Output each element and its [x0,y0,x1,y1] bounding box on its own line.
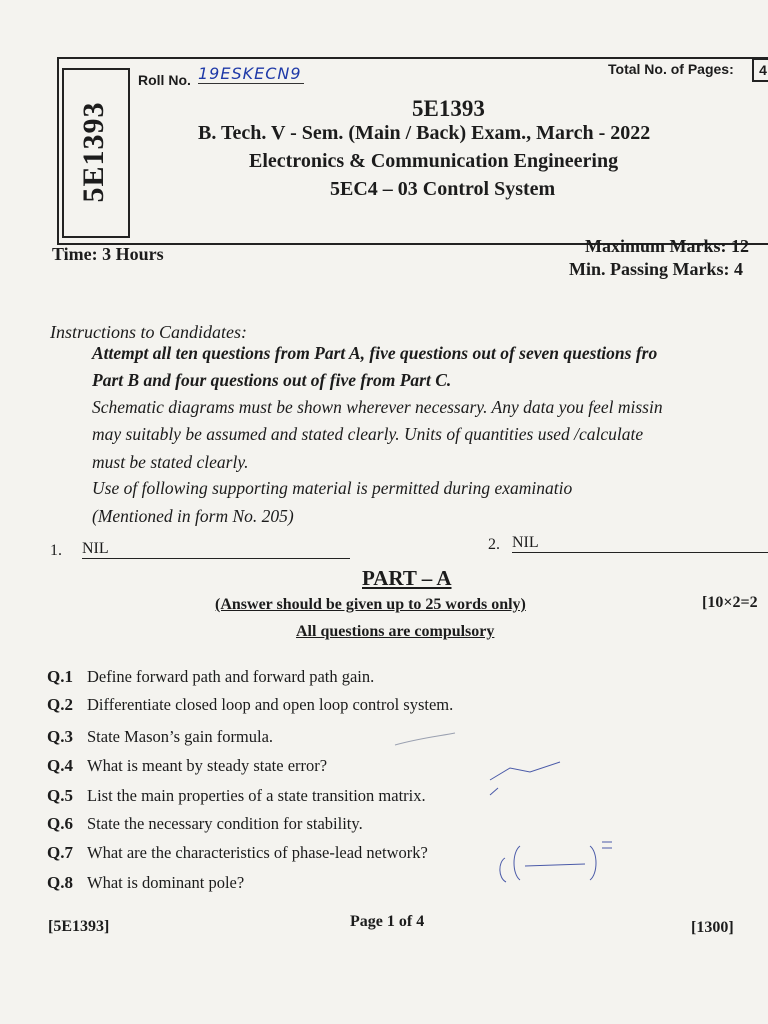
subject-title: 5EC4 – 03 Control System [330,178,556,200]
paper-code-vertical: 5E1393 [77,101,110,203]
pen-stroke [602,842,612,848]
instruction-line: (Mentioned in form No. 205) [92,506,294,526]
pen-stroke [500,858,506,882]
question-number: Q.5 [47,786,73,805]
part-a-marks: [10×2=2 [702,594,758,611]
roll-number-value: 19ESKECN9 [198,64,304,84]
min-passing-marks: Min. Passing Marks: 4 [569,259,744,279]
total-pages-label: Total No. of Pages: [608,61,734,77]
question-text: List the main properties of a state transition matrix. [87,786,426,805]
question-number: Q.8 [47,873,73,892]
question-row [47,843,428,867]
question-number: Q.1 [47,667,73,686]
footer-page-number: Page 1 of 4 [350,913,425,930]
question-text: What is meant by steady state error? [87,756,328,775]
question-text: State the necessary condition for stability. [87,814,363,833]
pen-stroke [525,864,585,866]
material-2-value: NIL [512,534,768,553]
question-row [47,727,273,751]
part-a-instruction: (Answer should be given up to 25 words only) [215,596,526,613]
question-row [47,873,244,897]
question-row [47,814,363,838]
question-number: Q.6 [47,814,73,833]
exam-title: B. Tech. V - Sem. (Main / Back) Exam., March - 2022 [198,122,651,144]
question-row [47,786,426,810]
pencil-stroke [395,733,455,745]
roll-number-label: Roll No. [138,72,191,88]
material-1-number: 1. [50,542,62,559]
pen-stroke [490,788,498,795]
question-text: What are the characteristics of phase-lead network? [87,843,428,862]
paper-code: 5E1393 [412,96,485,121]
question-number: Q.7 [47,843,73,862]
instruction-line: Part B and four questions out of five from Part C. [92,370,452,390]
instruction-line: Use of following supporting material is permitted during examinatio [92,478,573,498]
question-number: Q.2 [47,695,73,714]
part-a-note: All questions are compulsory [296,623,495,640]
material-2-number: 2. [488,536,500,553]
pen-stroke [490,762,560,780]
question-text: Define forward path and forward path gain. [87,667,375,686]
instruction-line: may suitably be assumed and stated clearly. Units of quantities used /calculate [92,424,644,444]
material-1-value: NIL [82,540,350,559]
instruction-line: Attempt all ten questions from Part A, five questions out of seven questions fro [92,343,658,363]
question-row [47,667,374,691]
question-number: Q.3 [47,727,73,746]
branch-title: Electronics & Communication Engineering [249,150,619,172]
question-text: Differentiate closed loop and open loop control system. [87,695,454,714]
footer-copy-count: [1300] [691,919,734,936]
pen-stroke [514,846,520,880]
exam-time: Time: 3 Hours [52,244,164,264]
maximum-marks: Maximum Marks: 12 [585,236,749,256]
question-row [47,695,453,719]
instruction-line: must be stated clearly. [92,452,249,472]
total-pages-value: 4 [752,58,768,82]
question-number: Q.4 [47,756,73,775]
footer-paper-code: [5E1393] [48,918,110,935]
part-a-title: PART – A [362,566,452,590]
question-row [47,756,327,780]
pen-stroke [590,846,596,880]
question-text: What is dominant pole? [87,873,245,892]
instructions-heading: Instructions to Candidates: [50,322,247,342]
instruction-line: Schematic diagrams must be shown wherever necessary. Any data you feel missin [92,397,663,417]
question-text: State Mason’s gain formula. [87,727,274,746]
